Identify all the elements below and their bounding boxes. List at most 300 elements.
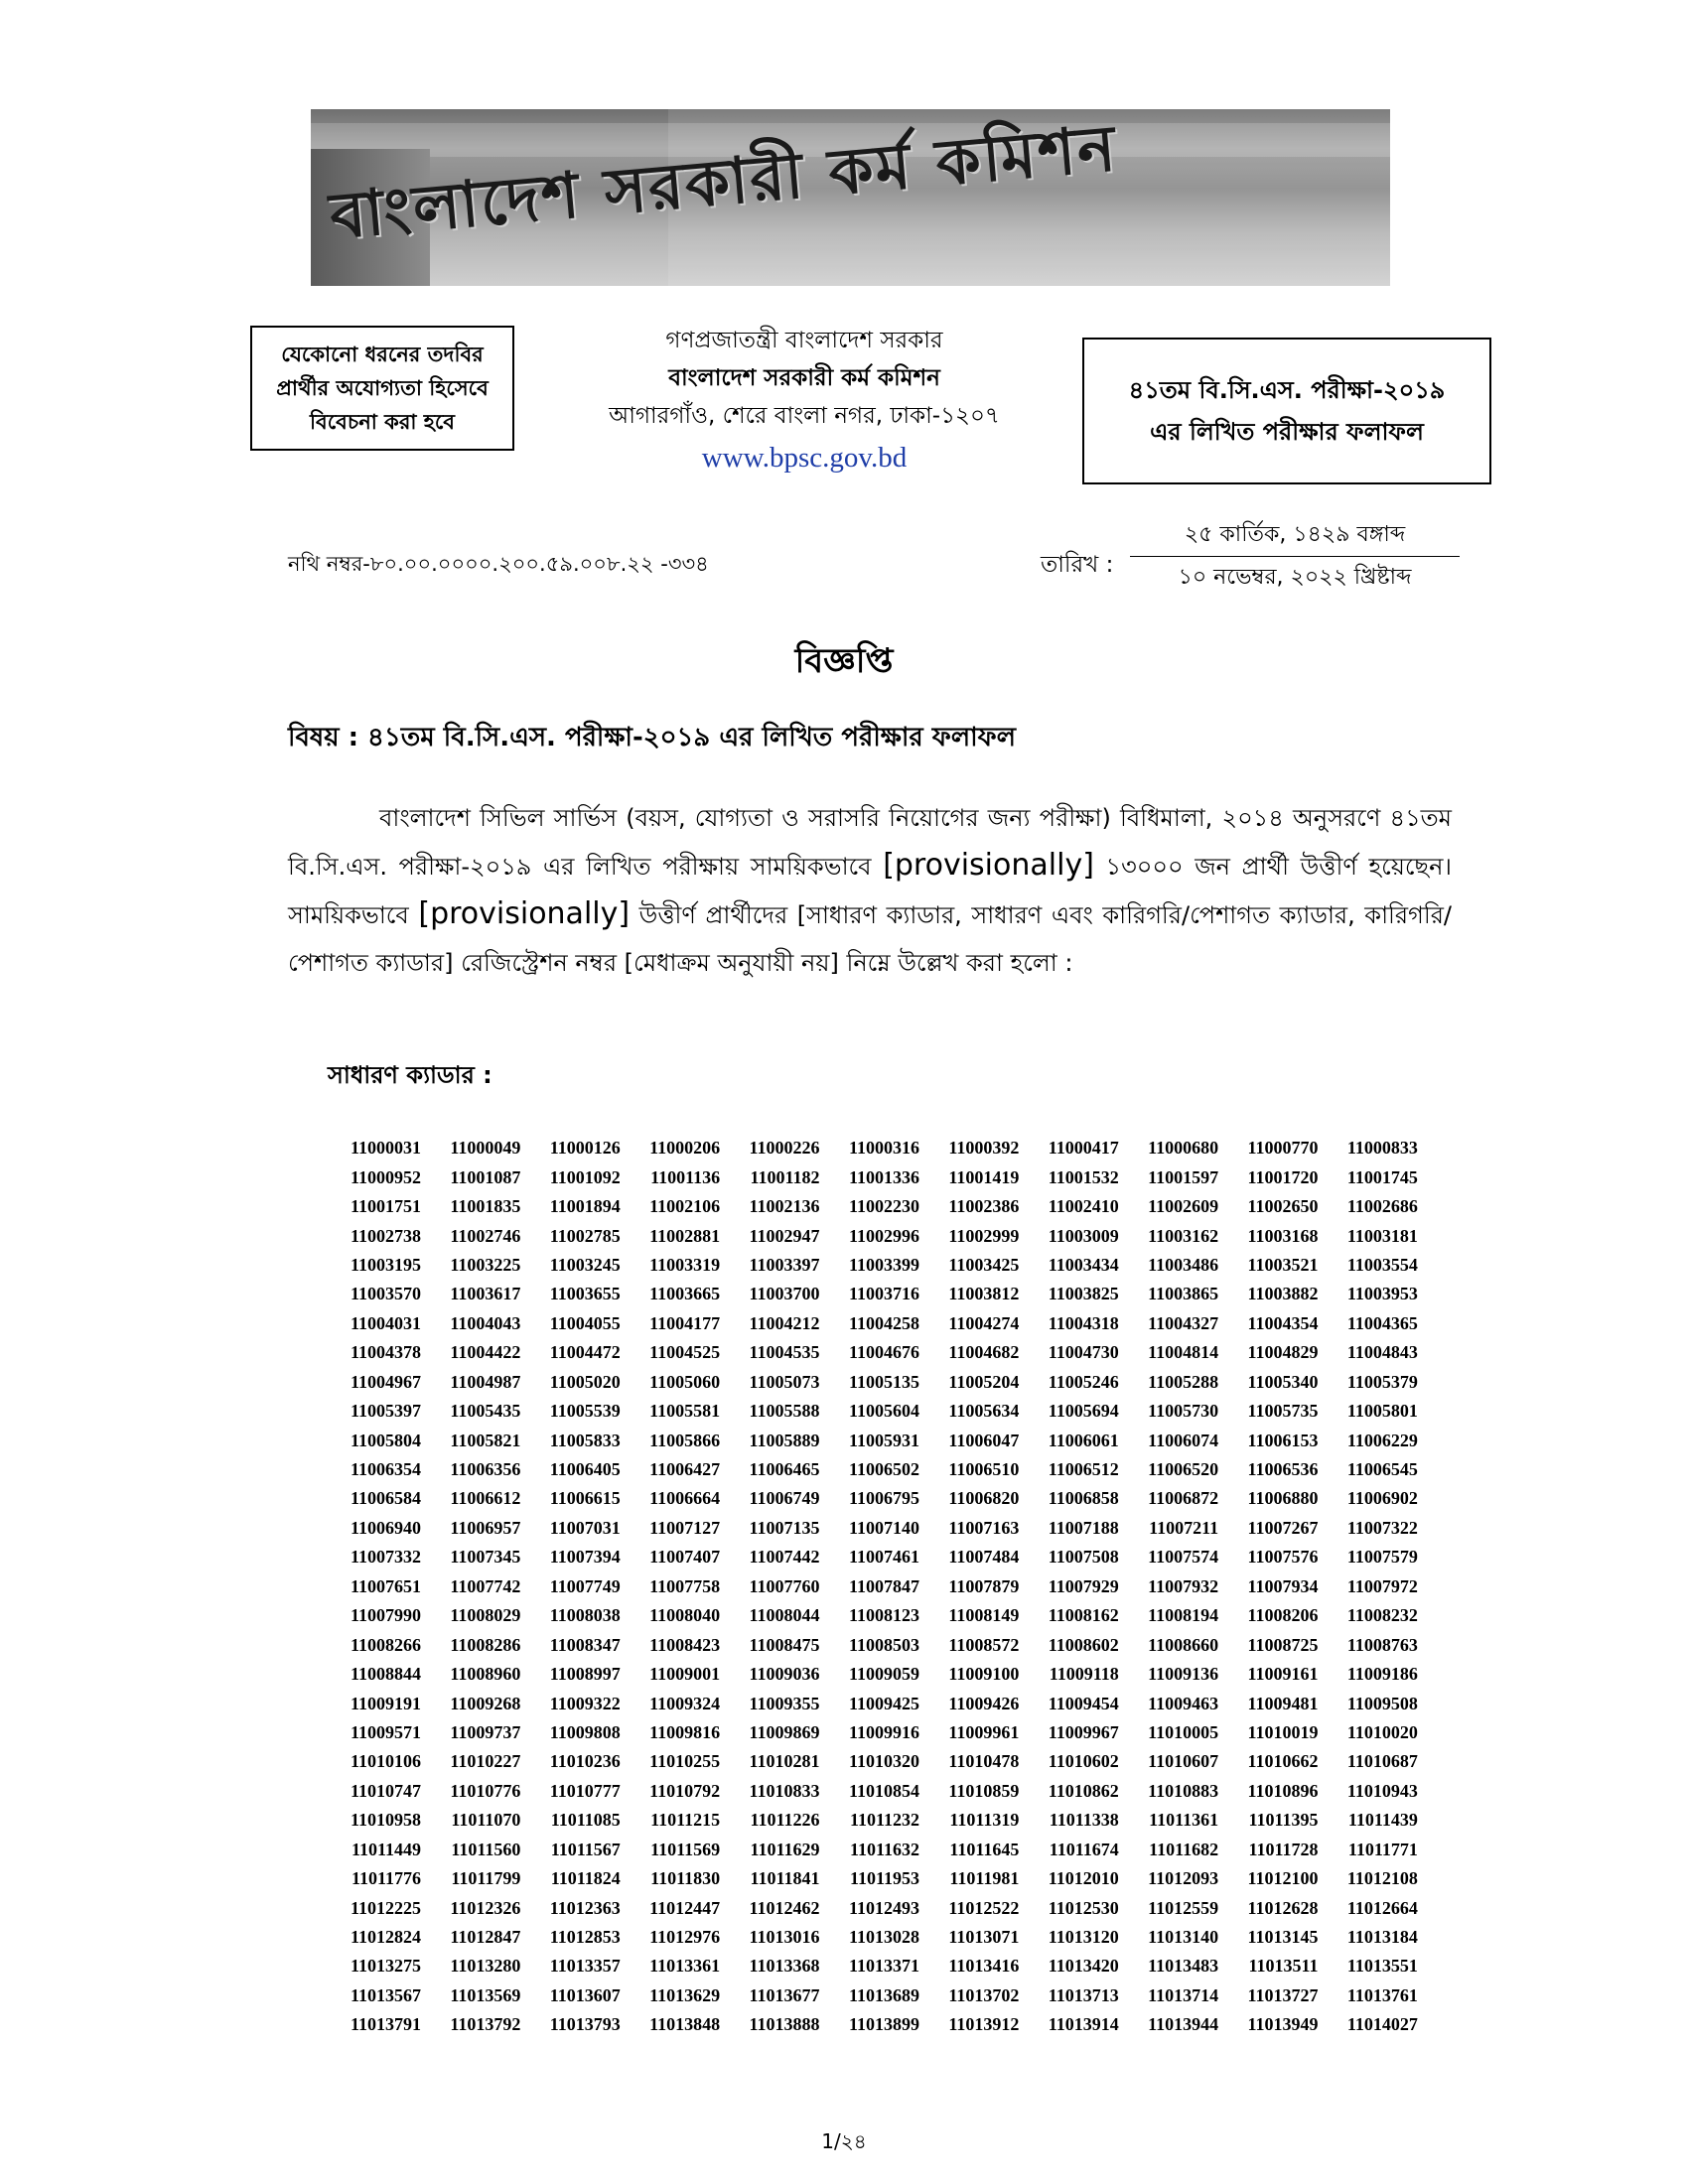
- registration-number: 11010005: [1148, 1721, 1219, 1742]
- date-divider: [1130, 556, 1460, 557]
- registration-number: 11014027: [1346, 2014, 1418, 2035]
- registration-number: 11011629: [750, 1839, 820, 1859]
- registration-number: 11003399: [848, 1254, 919, 1275]
- registration-number: 11004535: [749, 1342, 820, 1363]
- registration-number: 11011830: [650, 1868, 721, 1889]
- registration-number: 11013899: [848, 2014, 919, 2035]
- registration-number: 11003700: [749, 1284, 820, 1304]
- registration-number: 11009816: [649, 1721, 721, 1742]
- registration-number: 11003716: [848, 1284, 919, 1304]
- registration-number: 11013071: [948, 1927, 1020, 1948]
- registration-number: 11004031: [350, 1312, 421, 1333]
- registration-row: [326, 2010, 1418, 2039]
- registration-number: 11005604: [848, 1401, 919, 1422]
- registration-row: [326, 1777, 1418, 1806]
- registration-number: 11004365: [1346, 1312, 1418, 1333]
- registration-number: 11008503: [848, 1634, 919, 1655]
- registration-row: [326, 1368, 1418, 1397]
- registration-row: [326, 1162, 1418, 1191]
- registration-number: 11001751: [350, 1196, 421, 1217]
- registration-number: 11007579: [1346, 1547, 1418, 1568]
- registration-number: 11004212: [749, 1312, 820, 1333]
- registration-number-grid: [326, 1134, 1418, 2040]
- registration-row: [326, 1280, 1418, 1308]
- warning-line-3: বিবেচনা করা হবে: [310, 410, 455, 434]
- registration-number: 11007163: [948, 1517, 1020, 1538]
- registration-number: 11008725: [1247, 1634, 1319, 1655]
- registration-number: 11012100: [1247, 1868, 1319, 1889]
- warning-notice-box: [250, 326, 514, 451]
- registration-number: 11000952: [350, 1166, 421, 1187]
- registration-number: 11004043: [450, 1312, 521, 1333]
- registration-number: 11004843: [1346, 1342, 1418, 1363]
- registration-number: 11013416: [948, 1956, 1020, 1977]
- registration-number: 11007651: [350, 1575, 421, 1596]
- registration-number: 11001136: [650, 1166, 721, 1187]
- exam-result-box: [1082, 338, 1491, 484]
- registration-number: 11002106: [649, 1196, 721, 1217]
- registration-number: 11000417: [1048, 1138, 1119, 1159]
- registration-number: 11010854: [848, 1780, 919, 1801]
- registration-number: 11007127: [649, 1517, 721, 1538]
- date-label: তারিখ :: [1041, 552, 1114, 578]
- registration-number: 11011567: [550, 1839, 621, 1859]
- registration-number: 11001532: [1048, 1166, 1119, 1187]
- registration-number: 11007140: [848, 1517, 919, 1538]
- registration-row: [326, 1397, 1418, 1426]
- registration-number: 11005246: [1048, 1371, 1119, 1392]
- registration-number: 11000226: [749, 1138, 820, 1159]
- registration-number: 11006902: [1346, 1488, 1418, 1509]
- registration-number: 11009508: [1346, 1693, 1418, 1713]
- registration-number: 11007345: [450, 1547, 521, 1568]
- registration-number: 11005866: [649, 1430, 721, 1450]
- registration-number: 11009916: [848, 1721, 919, 1742]
- registration-number: 11009967: [1048, 1721, 1119, 1742]
- body-provisionally-2: [provisionally]: [418, 896, 631, 931]
- registration-number: 11010281: [749, 1751, 820, 1772]
- registration-number: 11013792: [450, 2014, 521, 2035]
- registration-row: [326, 1484, 1418, 1513]
- registration-number: 11011395: [1248, 1810, 1319, 1831]
- registration-number: 11004472: [549, 1342, 621, 1363]
- registration-number: 11007879: [948, 1575, 1020, 1596]
- registration-number: 11011569: [650, 1839, 721, 1859]
- registration-number: 11011841: [750, 1868, 820, 1889]
- registration-row: [326, 1309, 1418, 1338]
- registration-number: 11007932: [1148, 1575, 1219, 1596]
- registration-number: 11003486: [1148, 1254, 1219, 1275]
- registration-number: 11010106: [350, 1751, 421, 1772]
- registration-number: 11006405: [549, 1459, 621, 1480]
- registration-number: 11004327: [1148, 1312, 1219, 1333]
- registration-number: 11013629: [649, 1984, 721, 2005]
- registration-number: 11012493: [848, 1897, 919, 1918]
- registration-number: 11009059: [848, 1664, 919, 1685]
- registration-number: 11009481: [1247, 1693, 1319, 1713]
- registration-number: 11008149: [948, 1605, 1020, 1626]
- registration-number: 11008044: [749, 1605, 820, 1626]
- registration-number: 11010777: [549, 1780, 621, 1801]
- date-bangla: ২৫ কার্তিক, ১৪২৯ বঙ্গাব্দ: [1184, 522, 1406, 547]
- registration-number: 11009322: [549, 1693, 621, 1713]
- registration-number: 11001894: [549, 1196, 621, 1217]
- registration-row: [326, 1601, 1418, 1630]
- registration-number: 11002996: [848, 1225, 919, 1246]
- registration-number: 11002999: [948, 1225, 1020, 1246]
- registration-number: 11008572: [948, 1634, 1020, 1655]
- page-number: 1/২৪: [821, 2129, 867, 2153]
- registration-number: 11013140: [1148, 1927, 1219, 1948]
- registration-number: 11003009: [1048, 1225, 1119, 1246]
- registration-number: 11007934: [1247, 1575, 1319, 1596]
- registration-number: 11006520: [1148, 1459, 1219, 1480]
- registration-number: 11010958: [350, 1810, 421, 1831]
- registration-number: 11004274: [948, 1312, 1020, 1333]
- registration-number: 11008997: [549, 1664, 621, 1685]
- registration-number: 11000031: [350, 1138, 421, 1159]
- registration-number: 11003521: [1247, 1254, 1319, 1275]
- registration-number: 11009136: [1148, 1664, 1219, 1685]
- registration-row: [326, 1981, 1418, 2010]
- registration-number: 11004829: [1247, 1342, 1319, 1363]
- registration-number: 11008040: [649, 1605, 721, 1626]
- body-provisionally-1: [provisionally]: [883, 848, 1094, 883]
- registration-number: 11010943: [1346, 1780, 1418, 1801]
- registration-number: 11013714: [1148, 1984, 1219, 2005]
- registration-number: 11007760: [749, 1575, 820, 1596]
- registration-number: 11005694: [1048, 1401, 1119, 1422]
- registration-number: 11013551: [1346, 1956, 1418, 1977]
- registration-number: 11013368: [749, 1956, 820, 1977]
- registration-number: 11013357: [549, 1956, 621, 1977]
- registration-number: 11003225: [450, 1254, 521, 1275]
- registration-number: 11009355: [749, 1693, 820, 1713]
- registration-number: 11003425: [948, 1254, 1020, 1275]
- registration-number: 11005340: [1247, 1371, 1319, 1392]
- registration-number: 11012824: [350, 1927, 421, 1948]
- registration-number: 11006749: [749, 1488, 820, 1509]
- registration-number: 11011449: [351, 1839, 421, 1859]
- registration-number: 11010478: [948, 1751, 1020, 1772]
- registration-number: 11011319: [949, 1810, 1020, 1831]
- registration-row: [326, 1923, 1418, 1952]
- registration-number: 11010255: [649, 1751, 721, 1772]
- registration-number: 11006510: [948, 1459, 1020, 1480]
- registration-number: 11009869: [749, 1721, 820, 1742]
- registration-number: 11013275: [350, 1956, 421, 1977]
- registration-number: 11006584: [350, 1488, 421, 1509]
- registration-number: 11013702: [948, 1984, 1020, 2005]
- registration-row: [326, 1514, 1418, 1543]
- registration-number: 11004258: [848, 1312, 919, 1333]
- registration-number: 11005730: [1148, 1401, 1219, 1422]
- registration-number: 11011361: [1149, 1810, 1219, 1831]
- registration-number: 11005889: [749, 1430, 820, 1450]
- registration-number: 11001092: [549, 1166, 621, 1187]
- registration-number: 11006229: [1346, 1430, 1418, 1450]
- registration-number: 11008162: [1048, 1605, 1119, 1626]
- registration-number: 11009961: [948, 1721, 1020, 1742]
- registration-number: 11007758: [649, 1575, 721, 1596]
- registration-number: 11005204: [948, 1371, 1020, 1392]
- registration-number: 11013944: [1148, 2014, 1219, 2035]
- registration-number: 11009571: [350, 1721, 421, 1742]
- registration-number: 11000206: [649, 1138, 721, 1159]
- exam-result-line-1: ৪১তম বি.সি.এস. পরীক্ষা-২০১৯: [1128, 376, 1446, 404]
- registration-number: 11006074: [1148, 1430, 1219, 1450]
- registration-number: 11005397: [350, 1401, 421, 1422]
- registration-number: 11013912: [948, 2014, 1020, 2035]
- registration-number: 11003953: [1346, 1284, 1418, 1304]
- registration-number: 11006356: [450, 1459, 521, 1480]
- registration-number: 11000392: [948, 1138, 1020, 1159]
- registration-number: 11013888: [749, 2014, 820, 2035]
- registration-number: 11008602: [1048, 1634, 1119, 1655]
- registration-number: 11004967: [350, 1371, 421, 1392]
- registration-number: 11013028: [848, 1927, 919, 1948]
- registration-number: 11013371: [848, 1956, 919, 1977]
- registration-number: 11006612: [450, 1488, 521, 1509]
- website-link[interactable]: www.bpsc.gov.bd: [701, 442, 908, 474]
- registration-number: 11003882: [1247, 1284, 1319, 1304]
- registration-number: 11003865: [1148, 1284, 1219, 1304]
- registration-number: 11006354: [350, 1459, 421, 1480]
- registration-number: 11002609: [1148, 1196, 1219, 1217]
- registration-number: 11013791: [350, 2014, 421, 2035]
- registration-number: 11005634: [948, 1401, 1020, 1422]
- warning-line-1: যেকোনো ধরনের তদবির: [281, 342, 484, 366]
- registration-number: 11010236: [549, 1751, 621, 1772]
- registration-number: 11005588: [749, 1401, 820, 1422]
- registration-number: 11006061: [1048, 1430, 1119, 1450]
- registration-number: 11012462: [749, 1897, 820, 1918]
- registration-number: 11013420: [1048, 1956, 1119, 1977]
- registration-number: 11006545: [1346, 1459, 1418, 1480]
- registration-number: 11011981: [949, 1868, 1020, 1889]
- registration-number: 11012522: [948, 1897, 1020, 1918]
- registration-number: 11002386: [948, 1196, 1020, 1217]
- registration-row: [326, 1660, 1418, 1689]
- registration-number: 11009324: [649, 1693, 721, 1713]
- registration-number: 11007267: [1247, 1517, 1319, 1538]
- registration-number: 11009463: [1148, 1693, 1219, 1713]
- registration-number: 11010320: [848, 1751, 919, 1772]
- registration-number: 11013361: [649, 1956, 721, 1977]
- registration-number: 11002650: [1247, 1196, 1319, 1217]
- registration-number: 11010792: [649, 1780, 721, 1801]
- registration-number: 11003245: [549, 1254, 621, 1275]
- registration-number: 11002746: [450, 1225, 521, 1246]
- registration-number: 11001182: [750, 1166, 820, 1187]
- registration-number: 11007576: [1247, 1547, 1319, 1568]
- registration-number: 11005060: [649, 1371, 721, 1392]
- registration-number: 11009161: [1247, 1664, 1319, 1685]
- registration-number: 11013483: [1148, 1956, 1219, 1977]
- registration-row: [326, 1426, 1418, 1454]
- registration-number: 11013914: [1048, 2014, 1119, 2035]
- registration-row: [326, 1718, 1418, 1747]
- registration-number: 11004730: [1048, 1342, 1119, 1363]
- registration-number: 11009454: [1048, 1693, 1119, 1713]
- registration-number: 11011799: [451, 1868, 521, 1889]
- registration-row: [326, 1630, 1418, 1659]
- registration-number: 11010833: [749, 1780, 820, 1801]
- registration-number: 11002230: [848, 1196, 919, 1217]
- registration-number: 11008844: [350, 1664, 421, 1685]
- registration-number: 11011728: [1248, 1839, 1319, 1859]
- registration-number: 11004987: [450, 1371, 521, 1392]
- general-cadre-heading: সাধারণ ক্যাডার :: [328, 1061, 492, 1089]
- registration-number: 11010020: [1346, 1721, 1418, 1742]
- registration-number: 11011085: [550, 1810, 621, 1831]
- registration-number: 11011226: [750, 1810, 820, 1831]
- registration-number: 11008266: [350, 1634, 421, 1655]
- registration-number: 11008038: [549, 1605, 621, 1626]
- registration-number: 11006427: [649, 1459, 721, 1480]
- registration-row: [326, 1543, 1418, 1571]
- registration-number: 11003434: [1048, 1254, 1119, 1275]
- registration-number: 11004055: [549, 1312, 621, 1333]
- registration-number: 11004676: [848, 1342, 919, 1363]
- registration-row: [326, 1192, 1418, 1221]
- registration-number: 11005931: [848, 1430, 919, 1450]
- registration-number: 11006615: [549, 1488, 621, 1509]
- registration-number: 11001419: [948, 1166, 1020, 1187]
- registration-number: 11013848: [649, 2014, 721, 2035]
- registration-row: [326, 1572, 1418, 1601]
- registration-number: 11009737: [450, 1721, 521, 1742]
- exam-result-line-2: এর লিখিত পরীক্ষার ফলাফল: [1150, 418, 1424, 446]
- registration-number: 11010227: [450, 1751, 521, 1772]
- registration-number: 11012225: [350, 1897, 421, 1918]
- registration-number: 11001087: [450, 1166, 521, 1187]
- registration-number: 11009001: [649, 1664, 721, 1685]
- registration-number: 11004682: [948, 1342, 1020, 1363]
- registration-number: 11003617: [450, 1284, 521, 1304]
- registration-number: 11007188: [1048, 1517, 1119, 1538]
- registration-number: 11007332: [350, 1547, 421, 1568]
- registration-number: 11003655: [549, 1284, 621, 1304]
- registration-number: 11002738: [350, 1225, 421, 1246]
- registration-number: 11005539: [549, 1401, 621, 1422]
- registration-row: [326, 1251, 1418, 1280]
- registration-number: 11002136: [749, 1196, 820, 1217]
- registration-number: 11012559: [1148, 1897, 1219, 1918]
- registration-row: [326, 1806, 1418, 1835]
- registration-number: 11013793: [549, 2014, 621, 2035]
- registration-number: 11008194: [1148, 1605, 1219, 1626]
- notice-body: [288, 794, 1452, 987]
- registration-number: 11005581: [649, 1401, 721, 1422]
- registration-number: 11002947: [749, 1225, 820, 1246]
- registration-number: 11010862: [1048, 1780, 1119, 1801]
- registration-number: 11007990: [350, 1605, 421, 1626]
- registration-number: 11011070: [451, 1810, 521, 1831]
- registration-number: 11012530: [1048, 1897, 1119, 1918]
- registration-number: 11011682: [1149, 1839, 1219, 1859]
- registration-number: 11000049: [450, 1138, 521, 1159]
- registration-number: 11008286: [450, 1634, 521, 1655]
- registration-number: 11005020: [549, 1371, 621, 1392]
- registration-number: 11012093: [1148, 1868, 1219, 1889]
- registration-number: 11012847: [450, 1927, 521, 1948]
- registration-number: 11010602: [1048, 1751, 1119, 1772]
- registration-number: 11013567: [350, 1984, 421, 2005]
- registration-number: 11005135: [848, 1371, 919, 1392]
- organization-address: আগারগাঁও, শেরে বাংলা নগর, ঢাকা-১২০৭: [609, 403, 1000, 429]
- registration-number: 11008029: [450, 1605, 521, 1626]
- registration-number: 11011632: [849, 1839, 919, 1859]
- organization-name: বাংলাদেশ সরকারী কর্ম কমিশন: [668, 365, 940, 391]
- letterhead: [556, 322, 1053, 477]
- registration-number: 11003168: [1247, 1225, 1319, 1246]
- registration-number: 11005821: [450, 1430, 521, 1450]
- registration-number: 11004814: [1148, 1342, 1219, 1363]
- registration-number: 11003825: [1048, 1284, 1119, 1304]
- registration-number: 11011338: [1049, 1810, 1119, 1831]
- registration-number: 11010776: [450, 1780, 521, 1801]
- registration-number: 11004378: [350, 1342, 421, 1363]
- registration-number: 11011645: [949, 1839, 1020, 1859]
- registration-number: 11007749: [549, 1575, 621, 1596]
- registration-number: 11013677: [749, 1984, 820, 2005]
- registration-number: 11005735: [1247, 1401, 1319, 1422]
- registration-number: 11009426: [948, 1693, 1020, 1713]
- notice-subject: বিষয় : ৪১তম বি.সি.এস. পরীক্ষা-২০১৯ এর লিখিত পরীক্ষার ফলাফল: [288, 723, 1016, 752]
- date-gregorian: ১০ নভেম্বর, ২০২২ খ্রিষ্টাব্দ: [1178, 565, 1412, 590]
- registration-number: 11008123: [848, 1605, 919, 1626]
- registration-number: 11001745: [1346, 1166, 1418, 1187]
- registration-number: 11006795: [848, 1488, 919, 1509]
- registration-number: 11010883: [1148, 1780, 1219, 1801]
- registration-number: 11012108: [1346, 1868, 1418, 1889]
- registration-row: [326, 1952, 1418, 1980]
- registration-number: 11013713: [1048, 1984, 1119, 2005]
- registration-number: 11008763: [1346, 1634, 1418, 1655]
- registration-number: 11003319: [649, 1254, 721, 1275]
- registration-number: 11006465: [749, 1459, 820, 1480]
- registration-number: 11009425: [848, 1693, 919, 1713]
- registration-number: 11007972: [1346, 1575, 1418, 1596]
- registration-number: 11000833: [1346, 1138, 1418, 1159]
- registration-number: 11005833: [549, 1430, 621, 1450]
- registration-row: [326, 1338, 1418, 1367]
- date-block: [1130, 518, 1460, 595]
- registration-number: 11013607: [549, 1984, 621, 2005]
- registration-number: 11000680: [1148, 1138, 1219, 1159]
- registration-number: 11008960: [450, 1664, 521, 1685]
- government-name: গণপ্রজাতন্ত্রী বাংলাদেশ সরকার: [665, 328, 943, 353]
- registration-number: 11004525: [649, 1342, 721, 1363]
- registration-number: 11011439: [1347, 1810, 1418, 1831]
- registration-number: 11006153: [1247, 1430, 1319, 1450]
- registration-number: 11012326: [450, 1897, 521, 1918]
- reference-number: নথি নম্বর-৮০.০০.০০০০.২০০.৫৯.০০৮.২২ -৩৩৪: [288, 552, 709, 576]
- registration-number: 11010747: [350, 1780, 421, 1801]
- registration-number: 11007442: [749, 1547, 820, 1568]
- registration-number: 11007135: [749, 1517, 820, 1538]
- registration-number: 11001336: [848, 1166, 919, 1187]
- registration-number: 11002785: [549, 1225, 621, 1246]
- body-part-1: বাংলাদেশ সিভিল সার্ভিস (বয়স, যোগ্যতা ও সরাসরি নিয়োগের জন্য পরীক্ষা) বিধিমালা, ২০১৪ অনুসরণে ৪১তম বি.সি.এস. পরীক্ষা-২০১৯ এর লিখিত পরীক্ষায় সাময়িকভাবে: [288, 804, 1452, 881]
- registration-number: 11007322: [1346, 1517, 1418, 1538]
- registration-number: 11012976: [649, 1927, 721, 1948]
- registration-number: 11010687: [1346, 1751, 1418, 1772]
- registration-number: 11006664: [649, 1488, 721, 1509]
- registration-number: 11007407: [649, 1547, 721, 1568]
- registration-number: 11008475: [749, 1634, 820, 1655]
